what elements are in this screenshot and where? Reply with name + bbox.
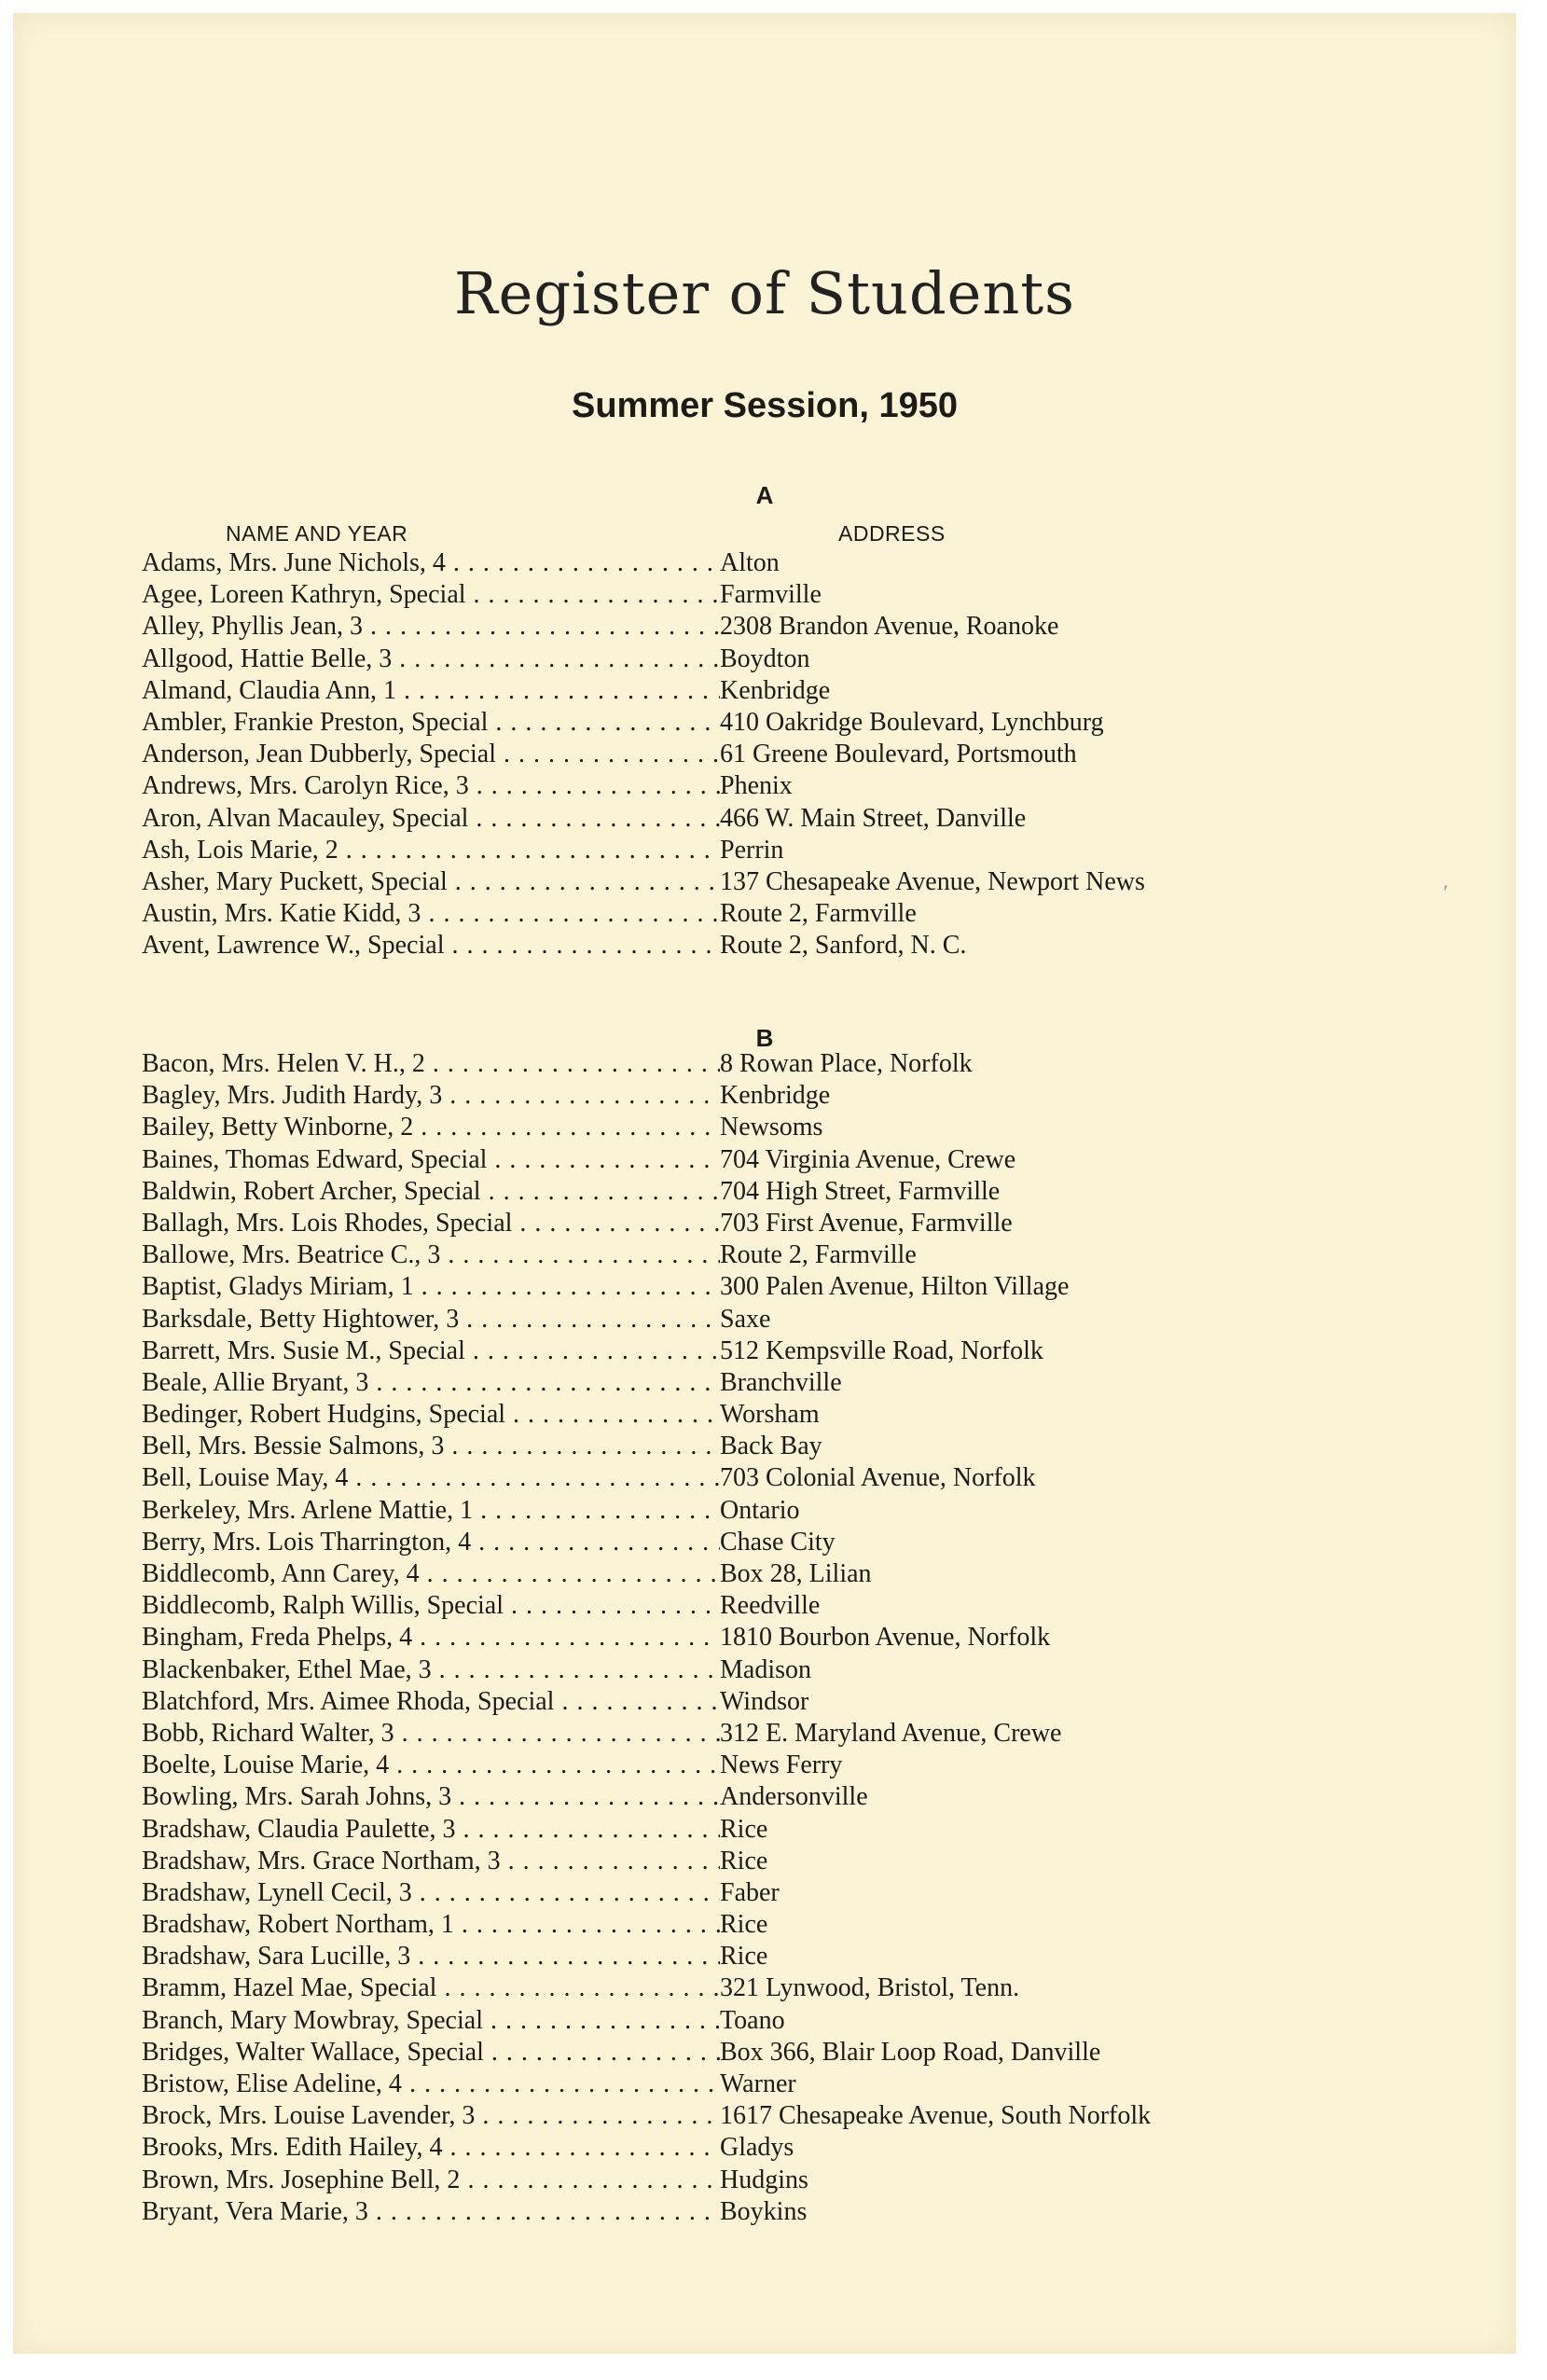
list-item [142,739,1391,770]
list-item [142,1877,1391,1909]
student-name: Andrews, Mrs. Carolyn Rice, 3 . . . [142,770,720,802]
student-address: Gladys [720,2133,794,2163]
list-item [142,1941,1391,1972]
list-item [142,1972,1391,2004]
student-name: Brock, Mrs. Louise Lavender, 3 . . . [142,2100,720,2132]
list-item [142,1080,1391,1112]
list-item [142,643,1391,675]
student-address: Reedville [720,1591,821,1621]
list-item [142,1558,1391,1590]
section-b-list [142,1048,1391,2228]
student-name: Bowling, Mrs. Sarah Johns, 3 . . . [142,1781,720,1813]
student-address: Rice [720,1814,768,1844]
student-name: Blatchford, Mrs. Aimee Rhoda, Special . . . [142,1686,720,1718]
student-name: Austin, Mrs. Katie Kidd, 3 . . . [142,898,720,930]
list-item [142,2005,1391,2037]
student-address: 300 Palen Avenue, Hilton Village [720,1272,1070,1302]
student-address: 466 W. Main Street, Danville [720,803,1027,833]
column-header-name: NAME AND YEAR [226,521,408,546]
student-name: Allgood, Hattie Belle, 3 . . . [142,643,720,675]
student-name: Barksdale, Betty Hightower, 3 . . . [142,1304,720,1335]
student-name: Bridges, Walter Wallace, Special . . . [142,2037,720,2069]
student-name: Branch, Mary Mowbray, Special . . . [142,2005,720,2037]
student-address: Rice [720,1910,768,1940]
student-name: Barrett, Mrs. Susie M., Special . . . [142,1335,720,1367]
student-address: 704 High Street, Farmville [720,1176,1001,1206]
list-item [142,707,1391,739]
student-address: 703 First Avenue, Farmville [720,1208,1013,1238]
list-item [142,2037,1391,2069]
student-address: 137 Chesapeake Avenue, Newport News [720,866,1145,896]
student-address: Kenbridge [720,1081,831,1111]
student-name: Anderson, Jean Dubberly, Special . . . [142,739,720,770]
student-name: Bradshaw, Claudia Paulette, 3 . . . [142,1814,720,1846]
student-name: Berkeley, Mrs. Arlene Mattie, 1 . . . [142,1495,720,1527]
student-name: Bobb, Richard Walter, 3 . . . [142,1718,720,1750]
student-address: Hudgins [720,2165,808,2194]
student-address: Newsoms [720,1113,823,1142]
student-name: Beale, Allie Bryant, 3 . . . [142,1367,720,1399]
list-item [142,1271,1391,1303]
student-address: Rice [720,1846,768,1875]
student-name: Biddlecomb, Ralph Willis, Special . . . [142,1590,720,1622]
student-name: Blackenbaker, Ethel Mae, 3 . . . [142,1654,720,1686]
student-name: Baptist, Gladys Miriam, 1 . . . [142,1271,720,1303]
student-address: 704 Virginia Avenue, Crewe [720,1144,1016,1174]
student-name: Berry, Mrs. Lois Tharrington, 4 . . . [142,1527,720,1558]
student-name: Bristow, Elise Adeline, 4 . . . [142,2069,720,2100]
list-item [142,2132,1391,2164]
student-address: Route 2, Farmville [720,899,917,929]
student-address: Perrin [720,835,784,865]
student-address: 1617 Chesapeake Avenue, South Norfolk [720,2101,1152,2131]
student-address: Box 366, Blair Loop Road, Danville [720,2037,1101,2067]
stray-mark: ′ [1443,880,1448,904]
student-name: Almand, Claudia Ann, 1 . . . [142,675,720,707]
list-item [142,2069,1391,2100]
student-name: Bradshaw, Mrs. Grace Northam, 3 . . . [142,1846,720,1877]
student-address: Route 2, Sanford, N. C. [720,931,967,961]
student-name: Bramm, Hazel Mae, Special . . . [142,1972,720,2004]
list-item [142,1654,1391,1686]
list-item [142,803,1391,835]
student-address: 512 Kempsville Road, Norfolk [720,1335,1043,1365]
student-address: Boykins [720,2196,808,2226]
student-address: 61 Greene Boulevard, Portsmouth [720,740,1077,769]
student-address: 1810 Bourbon Avenue, Norfolk [720,1623,1051,1653]
list-item [142,547,1391,579]
student-address: 312 E. Maryland Avenue, Crewe [720,1718,1062,1748]
section-a-list [142,547,1391,962]
student-address: 703 Colonial Avenue, Norfolk [720,1463,1036,1493]
column-header-address: ADDRESS [838,521,946,546]
student-name: Aron, Alvan Macauley, Special . . . [142,803,720,835]
section-letter-a: A [755,481,774,509]
student-address: Worsham [720,1400,820,1430]
student-name: Bagley, Mrs. Judith Hardy, 3 . . . [142,1080,720,1112]
list-item [142,2100,1391,2132]
list-item [142,579,1391,611]
list-item [142,866,1391,898]
list-item [142,1208,1391,1239]
student-name: Ballowe, Mrs. Beatrice C., 3 . . . [142,1239,720,1271]
student-address: 2308 Brandon Avenue, Roanoke [720,612,1059,642]
student-address: Chase City [720,1527,836,1557]
list-item [142,611,1391,643]
student-address: Toano [720,2005,785,2035]
student-address: Faber [720,1877,780,1907]
student-address: Madison [720,1654,811,1684]
student-address: Phenix [720,771,793,801]
student-address: 321 Lynwood, Bristol, Tenn. [720,1973,1020,2003]
list-item [142,930,1391,962]
student-name: Brooks, Mrs. Edith Hailey, 4 . . . [142,2132,720,2164]
list-item [142,1909,1391,1941]
student-address: Back Bay [720,1432,822,1461]
student-name: Bradshaw, Robert Northam, 1 . . . [142,1909,720,1941]
list-item [142,2196,1391,2228]
list-item [142,1335,1391,1367]
student-name: Baines, Thomas Edward, Special . . . [142,1144,720,1176]
student-address: Alton [720,548,780,577]
section-letter-b: B [755,1024,774,1052]
list-item [142,675,1391,707]
student-name: Bradshaw, Lynell Cecil, 3 . . . [142,1877,720,1909]
page-subtitle: Summer Session, 1950 [572,386,958,425]
student-name: Baldwin, Robert Archer, Special . . . [142,1176,720,1208]
list-item [142,1622,1391,1654]
student-address: Box 28, Lilian [720,1559,872,1588]
student-address: Warner [720,2069,796,2098]
student-name: Agee, Loreen Kathryn, Special . . . [142,579,720,611]
student-name: Ambler, Frankie Preston, Special . . . [142,707,720,739]
list-item [142,1750,1391,1781]
student-address: Kenbridge [720,675,831,705]
list-item [142,1367,1391,1399]
student-name: Avent, Lawrence W., Special . . . [142,930,720,962]
student-name: Brown, Mrs. Josephine Bell, 2 . . . [142,2165,720,2196]
list-item [142,1112,1391,1143]
list-item [142,2165,1391,2196]
student-name: Boelte, Louise Marie, 4 . . . [142,1750,720,1781]
student-address: Farmville [720,580,822,610]
student-name: Ballagh, Mrs. Lois Rhodes, Special . . . [142,1208,720,1239]
list-item [142,1590,1391,1622]
list-item [142,1048,1391,1080]
list-item [142,1304,1391,1335]
list-item [142,1495,1391,1527]
list-item [142,898,1391,930]
list-item [142,1462,1391,1494]
list-item [142,835,1391,866]
register-page [13,13,1516,2354]
student-address: Windsor [720,1686,809,1716]
student-name: Adams, Mrs. June Nichols, 4 . . . [142,547,720,579]
list-item [142,1718,1391,1750]
list-item [142,770,1391,802]
student-name: Biddlecomb, Ann Carey, 4 . . . [142,1558,720,1590]
student-address: Rice [720,1942,768,1972]
student-name: Bryant, Vera Marie, 3 . . . [142,2196,720,2228]
student-name: Bailey, Betty Winborne, 2 . . . [142,1112,720,1143]
student-address: Saxe [720,1304,771,1334]
student-address: Andersonville [720,1782,868,1812]
student-address: Ontario [720,1495,800,1525]
student-address: Branchville [720,1367,842,1397]
student-name: Bradshaw, Sara Lucille, 3 . . . [142,1941,720,1972]
student-address: Boydton [720,643,810,673]
list-item [142,1431,1391,1462]
student-address: 410 Oakridge Boulevard, Lynchburg [720,707,1104,737]
student-name: Bell, Mrs. Bessie Salmons, 3 . . . [142,1431,720,1462]
student-address: 8 Rowan Place, Norfolk [720,1049,973,1078]
list-item [142,1239,1391,1271]
student-name: Bedinger, Robert Hudgins, Special . . . [142,1399,720,1431]
list-item [142,1846,1391,1877]
student-name: Bacon, Mrs. Helen V. H., 2 . . . [142,1048,720,1080]
page-title: Register of Students [453,259,1075,327]
student-name: Bell, Louise May, 4 . . . [142,1462,720,1494]
student-address: Route 2, Farmville [720,1240,917,1270]
list-item [142,1814,1391,1846]
student-name: Alley, Phyllis Jean, 3 . . . [142,611,720,643]
list-item [142,1399,1391,1431]
list-item [142,1144,1391,1176]
student-name: Bingham, Freda Phelps, 4 . . . [142,1622,720,1654]
student-address: News Ferry [720,1750,843,1780]
list-item [142,1527,1391,1558]
student-name: Ash, Lois Marie, 2 . . . [142,835,720,866]
list-item [142,1686,1391,1718]
list-item [142,1176,1391,1208]
list-item [142,1781,1391,1813]
student-name: Asher, Mary Puckett, Special . . . [142,866,720,898]
